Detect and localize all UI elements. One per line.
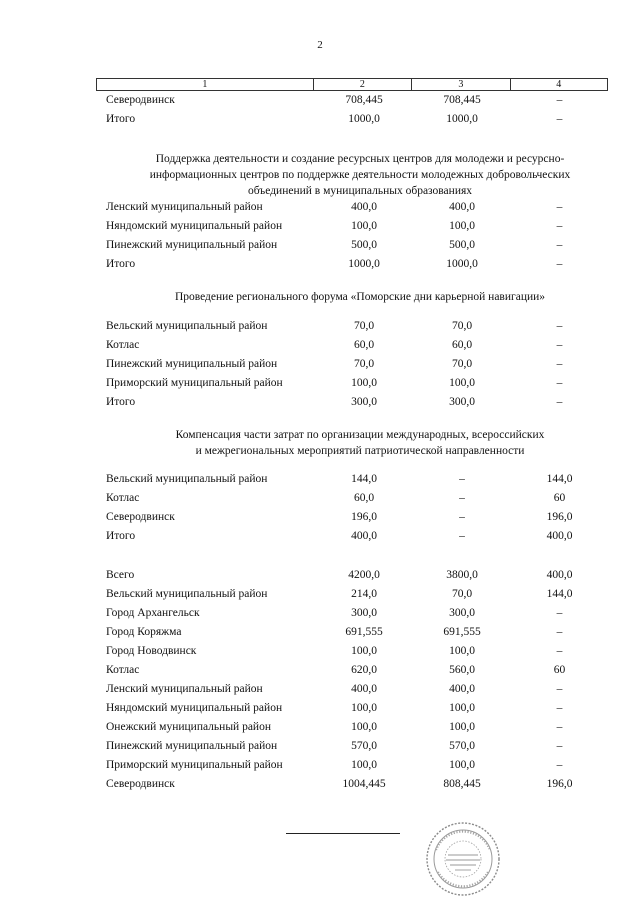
row-label: Северодвинск bbox=[106, 511, 175, 523]
value-col-4: – bbox=[556, 683, 563, 695]
value-col-3: 500,0 bbox=[449, 239, 475, 251]
row-label: Город Архангельск bbox=[106, 607, 200, 619]
value-col-4: 196,0 bbox=[546, 778, 573, 790]
heading-line: информационных центров по поддержке деятельности молодежных добровольческих bbox=[149, 169, 571, 181]
value-col-3: 400,0 bbox=[449, 201, 475, 213]
signature-line bbox=[286, 833, 400, 834]
value-col-4: – bbox=[556, 339, 563, 351]
table-row bbox=[0, 624, 640, 640]
value-col-3: – bbox=[459, 530, 465, 542]
table-row bbox=[0, 528, 640, 544]
table-row bbox=[0, 256, 640, 272]
table-row bbox=[0, 111, 640, 127]
row-label: Приморский муниципальный район bbox=[106, 759, 283, 771]
value-col-2: 100,0 bbox=[351, 220, 377, 232]
heading-line: объединений в муниципальных образованиях bbox=[247, 185, 473, 197]
row-label: Котлас bbox=[106, 664, 140, 676]
row-label: Котлас bbox=[106, 339, 140, 351]
table-row bbox=[0, 567, 640, 583]
value-col-4: – bbox=[556, 201, 563, 213]
row-label: Няндомский муниципальный район bbox=[106, 220, 283, 232]
value-col-2: 1000,0 bbox=[348, 258, 380, 270]
value-col-4: – bbox=[556, 759, 563, 771]
table-row bbox=[0, 199, 640, 215]
table-row bbox=[0, 738, 640, 754]
value-col-2: 144,0 bbox=[351, 473, 377, 485]
value-col-4: 400,0 bbox=[546, 569, 573, 581]
value-col-2: 4200,0 bbox=[348, 569, 380, 581]
row-label: Всего bbox=[106, 569, 135, 581]
table-row bbox=[0, 681, 640, 697]
table-row bbox=[0, 662, 640, 678]
row-label: Вельский муниципальный район bbox=[106, 588, 268, 600]
value-col-4: – bbox=[556, 645, 563, 657]
value-col-3: 300,0 bbox=[449, 607, 475, 619]
row-label: Онежский муниципальный район bbox=[106, 721, 271, 733]
table-row bbox=[0, 643, 640, 659]
section-heading-patriotic-events bbox=[110, 427, 610, 459]
value-col-3: 560,0 bbox=[449, 664, 475, 676]
value-col-3: – bbox=[459, 511, 465, 523]
value-col-4: 144,0 bbox=[546, 588, 573, 600]
row-label: Приморский муниципальный район bbox=[106, 377, 283, 389]
value-col-2: 70,0 bbox=[353, 320, 375, 332]
table-row bbox=[0, 776, 640, 792]
value-col-3: 100,0 bbox=[449, 721, 475, 733]
value-col-2: 196,0 bbox=[351, 511, 377, 523]
value-col-3: 3800,0 bbox=[446, 569, 478, 581]
row-label: Итого bbox=[106, 258, 136, 270]
value-col-4: 144,0 bbox=[546, 473, 573, 485]
value-col-2: 60,0 bbox=[353, 492, 375, 504]
value-col-4: – bbox=[556, 721, 563, 733]
value-col-4: 60 bbox=[553, 492, 566, 504]
value-col-4: – bbox=[556, 94, 563, 106]
value-col-3: 570,0 bbox=[449, 740, 475, 752]
value-col-4: 400,0 bbox=[546, 530, 573, 542]
value-col-4: – bbox=[556, 220, 563, 232]
column-header-3: 3 bbox=[412, 79, 510, 91]
row-label: Котлас bbox=[106, 492, 140, 504]
table-row bbox=[0, 509, 640, 525]
value-col-4: – bbox=[556, 702, 563, 714]
value-col-3: 708,445 bbox=[443, 94, 481, 106]
value-col-3: 60,0 bbox=[451, 339, 473, 351]
row-label: Итого bbox=[106, 530, 136, 542]
row-label: Пинежский муниципальный район bbox=[106, 740, 278, 752]
value-col-2: 570,0 bbox=[351, 740, 377, 752]
table-row bbox=[0, 700, 640, 716]
value-col-3: 808,445 bbox=[443, 778, 481, 790]
value-col-2: 1000,0 bbox=[348, 113, 380, 125]
heading-line: Компенсация части затрат по организации международных, всероссийских bbox=[175, 429, 545, 441]
value-col-3: 100,0 bbox=[449, 377, 475, 389]
table-row bbox=[0, 719, 640, 735]
column-header-2: 2 bbox=[313, 79, 411, 91]
row-label: Северодвинск bbox=[106, 94, 175, 106]
value-col-2: 400,0 bbox=[351, 530, 377, 542]
row-label: Итого bbox=[106, 396, 136, 408]
value-col-2: 300,0 bbox=[351, 607, 377, 619]
value-col-2: 70,0 bbox=[353, 358, 375, 370]
value-col-4: 196,0 bbox=[546, 511, 573, 523]
official-seal-icon bbox=[424, 820, 502, 898]
table-row bbox=[0, 237, 640, 253]
value-col-4: – bbox=[556, 358, 563, 370]
value-col-2: 400,0 bbox=[351, 201, 377, 213]
value-col-3: 70,0 bbox=[451, 320, 473, 332]
table-row bbox=[0, 605, 640, 621]
section-heading-volunteer-centers bbox=[110, 151, 610, 199]
row-label: Итого bbox=[106, 113, 136, 125]
value-col-3: – bbox=[459, 492, 465, 504]
value-col-4: – bbox=[556, 320, 563, 332]
value-col-3: 1000,0 bbox=[446, 113, 478, 125]
row-label: Ленский муниципальный район bbox=[106, 683, 263, 695]
value-col-2: 100,0 bbox=[351, 759, 377, 771]
value-col-3: 300,0 bbox=[449, 396, 475, 408]
row-label: Няндомский муниципальный район bbox=[106, 702, 283, 714]
section-heading-career-forum bbox=[110, 289, 610, 305]
value-col-2: 100,0 bbox=[351, 377, 377, 389]
value-col-4: – bbox=[556, 607, 563, 619]
table-row bbox=[0, 318, 640, 334]
value-col-3: 100,0 bbox=[449, 645, 475, 657]
value-col-2: 300,0 bbox=[351, 396, 377, 408]
table-row bbox=[0, 490, 640, 506]
row-label: Северодвинск bbox=[106, 778, 175, 790]
row-label: Вельский муниципальный район bbox=[106, 320, 268, 332]
table-row bbox=[0, 92, 640, 108]
value-col-3: 100,0 bbox=[449, 702, 475, 714]
value-col-2: 100,0 bbox=[351, 645, 377, 657]
row-label: Город Новодвинск bbox=[106, 645, 197, 657]
value-col-4: – bbox=[556, 258, 563, 270]
value-col-3: 1000,0 bbox=[446, 258, 478, 270]
value-col-2: 1004,445 bbox=[342, 778, 386, 790]
table-row bbox=[0, 471, 640, 487]
value-col-4: – bbox=[556, 626, 563, 638]
value-col-4: 60 bbox=[553, 664, 566, 676]
column-header-4: 4 bbox=[510, 79, 607, 91]
heading-line: и межрегиональных мероприятий патриотической направленности bbox=[195, 445, 525, 457]
table-row bbox=[0, 757, 640, 773]
value-col-3: – bbox=[459, 473, 465, 485]
row-label: Пинежский муниципальный район bbox=[106, 239, 278, 251]
value-col-4: – bbox=[556, 239, 563, 251]
value-col-2: 500,0 bbox=[351, 239, 377, 251]
table-row bbox=[0, 337, 640, 353]
table-row bbox=[0, 586, 640, 602]
value-col-2: 60,0 bbox=[353, 339, 375, 351]
value-col-2: 100,0 bbox=[351, 721, 377, 733]
value-col-3: 70,0 bbox=[451, 588, 473, 600]
row-label: Вельский муниципальный район bbox=[106, 473, 268, 485]
value-col-4: – bbox=[556, 740, 563, 752]
value-col-4: – bbox=[556, 113, 563, 125]
value-col-4: – bbox=[556, 377, 563, 389]
value-col-2: 691,555 bbox=[345, 626, 383, 638]
row-label: Ленский муниципальный район bbox=[106, 201, 263, 213]
value-col-3: 691,555 bbox=[443, 626, 481, 638]
heading-line: Поддержка деятельности и создание ресурсных центров для молодежи и ресурсно- bbox=[155, 153, 565, 165]
value-col-3: 400,0 bbox=[449, 683, 475, 695]
table-row bbox=[0, 375, 640, 391]
page-number: 2 bbox=[317, 39, 323, 51]
table-row bbox=[0, 356, 640, 372]
value-col-3: 100,0 bbox=[449, 759, 475, 771]
row-label: Пинежский муниципальный район bbox=[106, 358, 278, 370]
value-col-2: 708,445 bbox=[345, 94, 383, 106]
heading-line: Проведение регионального форума «Поморские дни карьерной навигации» bbox=[174, 291, 546, 303]
row-label: Город Коряжма bbox=[106, 626, 182, 638]
value-col-2: 400,0 bbox=[351, 683, 377, 695]
value-col-3: 70,0 bbox=[451, 358, 473, 370]
column-header-1: 1 bbox=[97, 79, 314, 91]
value-col-3: 100,0 bbox=[449, 220, 475, 232]
value-col-4: – bbox=[556, 396, 563, 408]
value-col-2: 214,0 bbox=[351, 588, 377, 600]
table-row bbox=[0, 394, 640, 410]
value-col-2: 620,0 bbox=[351, 664, 377, 676]
table-row bbox=[0, 218, 640, 234]
value-col-2: 100,0 bbox=[351, 702, 377, 714]
